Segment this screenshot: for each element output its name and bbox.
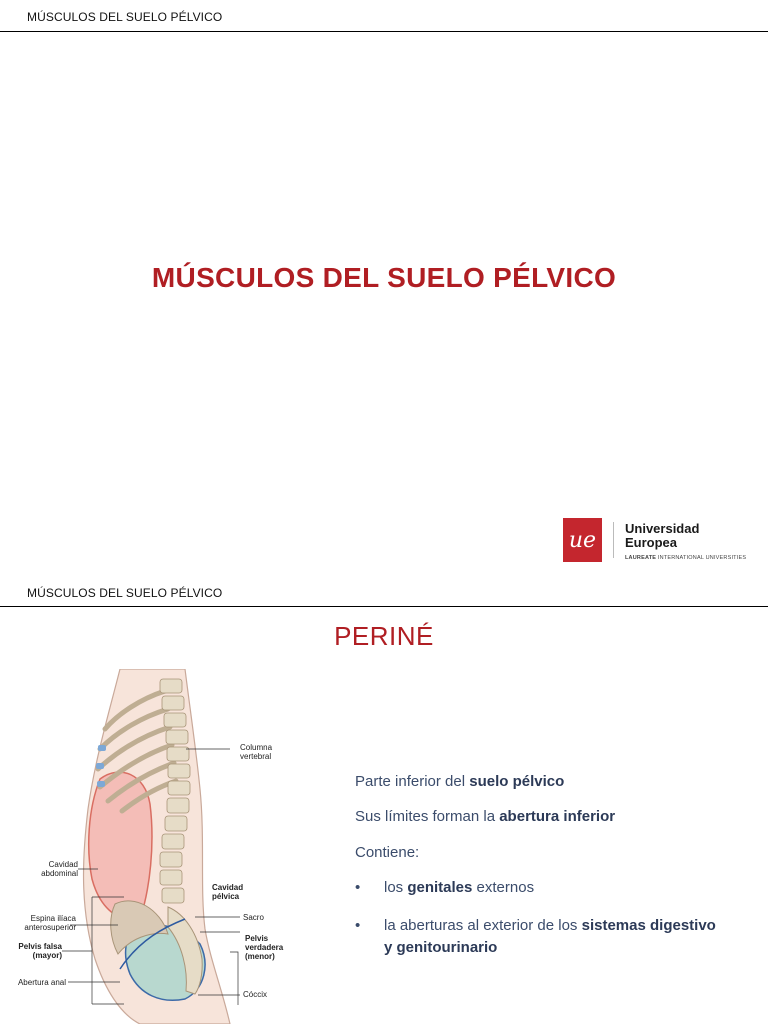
label-columna-vertebral (240, 743, 272, 761)
emphasis: suelo pélvico (469, 773, 565, 790)
logo-name-line2: Europea (625, 535, 678, 550)
text: los (384, 879, 408, 896)
section-title: PERINÉ (334, 621, 434, 651)
label-line: Cavidad (48, 860, 78, 869)
bullet-text (384, 915, 724, 959)
label-line: (menor) (245, 952, 275, 961)
logo-divider (613, 522, 614, 558)
label-line: (mayor) (32, 951, 62, 960)
label-line: verdadera (245, 943, 284, 952)
bullet-dot: • (355, 917, 361, 934)
logo-tagline (625, 555, 746, 561)
emphasis: sistemas digestivo y genitourinario (384, 917, 716, 956)
label-line: pélvica (212, 892, 240, 901)
label-pelvis-verdadera (245, 934, 283, 961)
ue-logo-mark: ue (563, 518, 602, 562)
logo-tagline-bold: LAUREATE (625, 555, 657, 561)
label-line: Pelvis (245, 934, 269, 943)
logo-tagline-rest: INTERNATIONAL UNIVERSITIES (657, 555, 747, 561)
pelvis-anatomy-figure (0, 669, 300, 1024)
text: Sus límites forman la (355, 808, 500, 825)
label-cavidad-pelvica (212, 883, 243, 901)
slide-header: MÚSCULOS DEL SUELO PÉLVICO (27, 586, 223, 600)
content-line-3: Contiene: (355, 844, 420, 861)
emphasis: abertura inferior (499, 808, 616, 825)
label-line: Cavidad (212, 883, 244, 892)
label-sacro (243, 913, 264, 922)
text: Parte inferior del (355, 773, 470, 790)
label-cavidad-abdominal (20, 860, 78, 878)
header-divider (0, 31, 768, 32)
label-line: anterosuperior (24, 923, 76, 932)
label-line: Columna (240, 743, 273, 752)
label-line: Abertura anal (17, 978, 66, 987)
label-pelvis-falsa (2, 942, 62, 960)
label-coccix (243, 990, 267, 999)
logo-name-line1: Universidad (625, 521, 700, 536)
label-line: abdominal (41, 869, 78, 878)
label-line: Cóccix (243, 990, 268, 999)
slide-title: MÚSCULOS DEL SUELO PÉLVICO (151, 262, 617, 293)
label-line: Espina ilíaca (30, 914, 76, 923)
content-line-2 (355, 808, 615, 825)
label-abertura-anal (2, 978, 66, 987)
slide-2 (0, 577, 768, 1024)
text: externos (472, 879, 535, 896)
pelvis-anatomy-illustration (0, 669, 300, 1024)
slide-header: MÚSCULOS DEL SUELO PÉLVICO (27, 10, 223, 24)
bullet-dot: • (355, 879, 361, 896)
emphasis: genitales (407, 879, 473, 896)
logo-name (625, 522, 699, 550)
label-line: vertebral (240, 752, 272, 761)
label-line: Pelvis falsa (18, 942, 62, 951)
label-espina-iliaca (2, 914, 76, 932)
header-divider (0, 606, 768, 607)
label-line: Sacro (243, 913, 264, 922)
content-line-1 (355, 773, 564, 790)
bullet-text (384, 877, 724, 899)
university-logo (563, 518, 768, 562)
text: la aberturas al exterior de los (384, 917, 582, 934)
